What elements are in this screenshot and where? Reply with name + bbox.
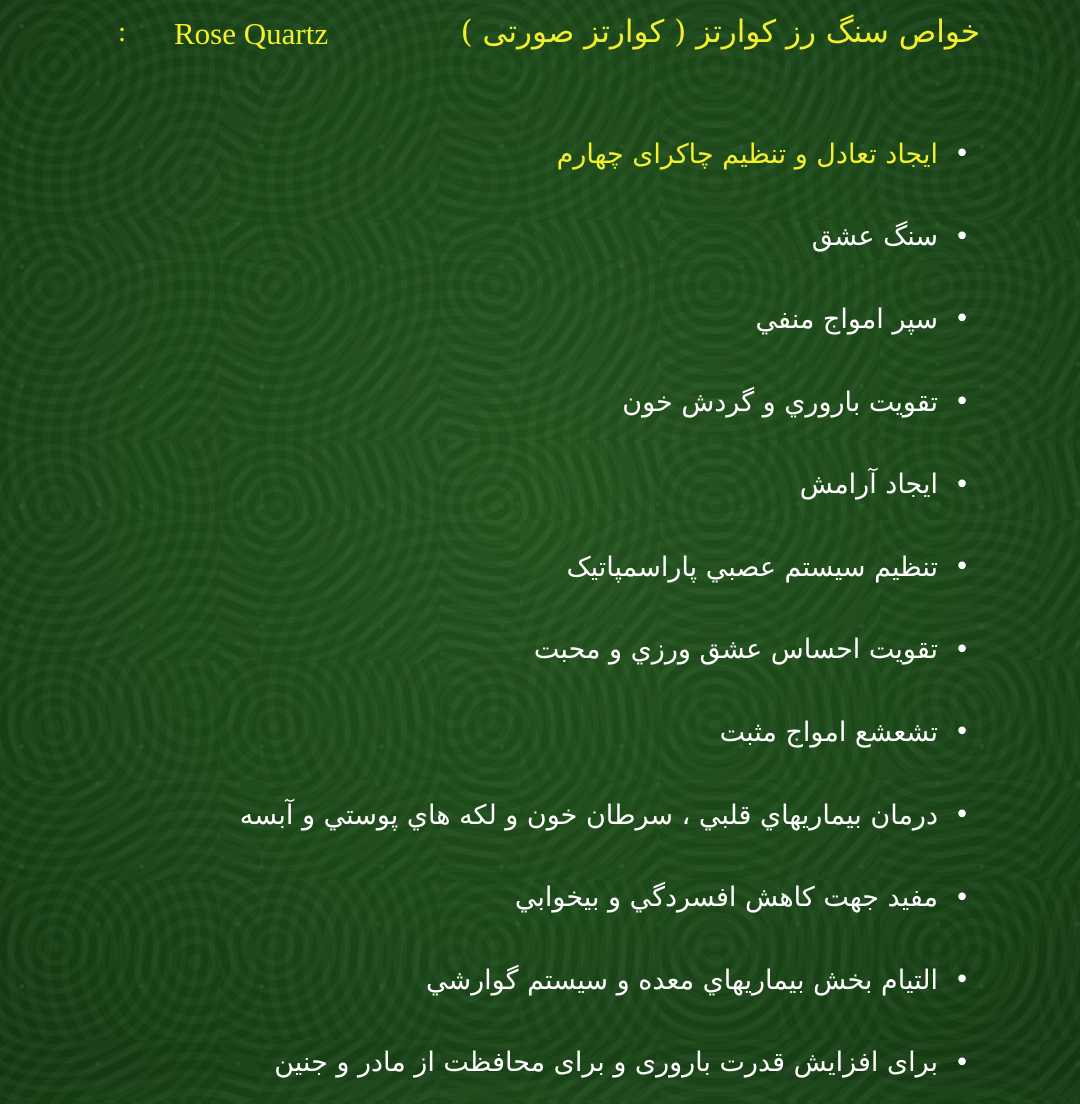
properties-list: [60, 113, 976, 1104]
bullet-icon: •: [954, 717, 970, 748]
list-item: [60, 939, 976, 1022]
list-item-text: تشعشع امواج مثبت: [719, 716, 938, 748]
list-item-text: تنظيم سيستم عصبي پاراسمپاتیک: [566, 551, 938, 583]
list-item: [60, 196, 976, 279]
list-item-text: سپر امواج منفي: [755, 303, 938, 335]
list-item: [60, 856, 976, 939]
title-latin-name: Rose Quartz: [174, 16, 329, 51]
bullet-icon: •: [954, 469, 970, 500]
list-item-text: ایجاد آرامش: [799, 469, 938, 501]
list-item-text: درمان بيماريهاي قلبي ، سرطان خون و لكه هاي پوستي و آبسه: [239, 799, 938, 831]
bullet-icon: •: [954, 304, 970, 335]
list-item: [60, 774, 976, 857]
list-item: [60, 609, 976, 692]
list-item-text: برای افزایش قدرت باروری و برای محافظت از مادر و جنین: [274, 1047, 938, 1079]
bullet-icon: •: [954, 882, 970, 913]
title-colon: :: [118, 16, 127, 48]
bullet-icon: •: [954, 139, 970, 170]
list-item-text: ایجاد تعادل و تنظیم چاکرای چهارم: [556, 138, 938, 170]
list-item: [60, 526, 976, 609]
slide-title: [118, 14, 980, 58]
bullet-icon: •: [954, 1047, 970, 1078]
list-item: [60, 113, 976, 196]
bullet-icon: •: [954, 965, 970, 996]
bullet-icon: •: [954, 221, 970, 252]
bullet-icon: •: [954, 387, 970, 418]
list-item: [60, 278, 976, 361]
bullet-icon: •: [954, 634, 970, 665]
bullet-icon: •: [954, 800, 970, 831]
list-item: [60, 691, 976, 774]
list-item: [60, 1022, 976, 1104]
title-persian-name: خواص سنگ رز کوارتز ( کوارتز صورتی ): [460, 14, 980, 50]
list-item-text: التيام بخش بيماريهاي معده و سيستم گوارشي: [426, 964, 938, 996]
list-item-text: تقويت احساس عشق ورزي و محبت: [533, 634, 938, 666]
list-item-text: تقويت باروري و گردش خون: [622, 386, 938, 418]
list-item-text: سنگ عشق: [811, 221, 938, 253]
list-item: [60, 361, 976, 444]
bullet-icon: •: [954, 552, 970, 583]
list-item-text: مفيد جهت كاهش افسردگي و بيخوابي: [514, 882, 938, 914]
list-item: [60, 443, 976, 526]
